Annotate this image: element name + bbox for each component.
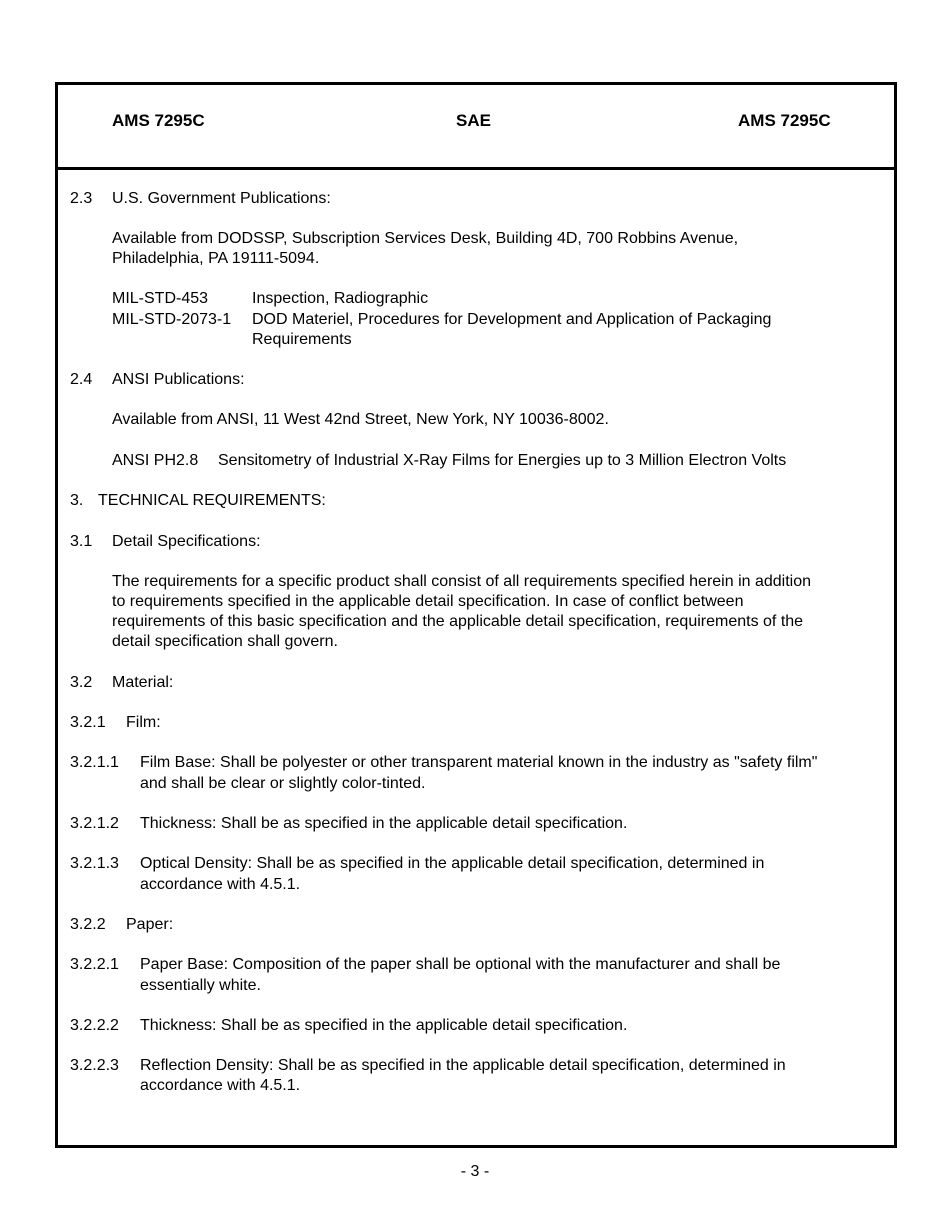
item-text: Paper Base: Composition of the paper shall be optional with the manufacturer and shall be: [140, 956, 781, 973]
paragraph-line: Available from DODSSP, Subscription Services Desk, Building 4D, 700 Robbins Avenue,: [112, 230, 739, 247]
reference-code: ANSI PH2.8: [112, 452, 199, 469]
item-number: 3.2.2.3: [70, 1057, 119, 1074]
item-text: accordance with 4.5.1.: [140, 876, 301, 893]
section-number: 2.4: [70, 371, 93, 388]
item-text: Optical Density: Shall be as specified in the applicable detail specification, determined in: [140, 855, 765, 872]
paragraph-line: The requirements for a specific product shall consist of all requirements specified herein in addition: [112, 573, 812, 590]
header-org: SAE: [456, 111, 491, 130]
item-number: 3.2.2.1: [70, 956, 119, 973]
section-title: ANSI Publications:: [112, 371, 245, 388]
item-text: Thickness: Shall be as specified in the applicable detail specification.: [140, 1017, 628, 1034]
section-title: Detail Specifications:: [112, 533, 261, 550]
page-number: - 3 -: [460, 1163, 490, 1180]
section-title: Film:: [126, 714, 161, 731]
section-number: 3.1: [70, 533, 93, 550]
section-title: TECHNICAL REQUIREMENTS:: [98, 492, 326, 509]
item-number: 3.2.1.1: [70, 754, 119, 771]
reference-description: DOD Materiel, Procedures for Development and Application of Packaging: [252, 311, 772, 328]
section-number: 3.2.1: [70, 714, 106, 731]
section-number: 3.2: [70, 674, 93, 691]
paragraph-line: requirements of this basic specification and the applicable detail specification, requirements of the: [112, 613, 804, 630]
section-title: Material:: [112, 674, 174, 691]
item-text: Reflection Density: Shall be as specified in the applicable detail specification, determined in: [140, 1057, 786, 1074]
section-number: 3.2.2: [70, 916, 106, 933]
paragraph-line: Philadelphia, PA 19111-5094.: [112, 250, 320, 267]
item-text: and shall be clear or slightly color-tinted.: [140, 775, 426, 792]
section-number: 3.: [70, 492, 84, 509]
page-header: [58, 85, 894, 170]
reference-description: Inspection, Radiographic: [252, 290, 429, 307]
section-number: 2.3: [70, 190, 93, 207]
header-doc-id-right: AMS 7295C: [738, 111, 831, 130]
paragraph-line: Available from ANSI, 11 West 42nd Street, New York, NY 10036-8002.: [112, 411, 609, 428]
item-text: Thickness: Shall be as specified in the applicable detail specification.: [140, 815, 628, 832]
item-number: 3.2.1.3: [70, 855, 119, 872]
reference-description: Sensitometry of Industrial X-Ray Films for Energies up to 3 Million Electron Volts: [218, 452, 787, 469]
section-title: U.S. Government Publications:: [112, 190, 331, 207]
reference-description: Requirements: [252, 331, 352, 348]
item-text: essentially white.: [140, 977, 261, 994]
paragraph-line: detail specification shall govern.: [112, 633, 338, 650]
item-number: 3.2.2.2: [70, 1017, 119, 1034]
item-number: 3.2.1.2: [70, 815, 119, 832]
reference-code: MIL-STD-453: [112, 290, 209, 307]
section-title: Paper:: [126, 916, 174, 933]
paragraph-line: to requirements specified in the applicable detail specification. In case of conflict between: [112, 593, 744, 610]
item-text: accordance with 4.5.1.: [140, 1077, 301, 1094]
reference-code: MIL-STD-2073-1: [112, 311, 232, 328]
item-text: Film Base: Shall be polyester or other transparent material known in the industry as "safety film": [140, 754, 818, 771]
header-doc-id-left: AMS 7295C: [112, 111, 205, 130]
